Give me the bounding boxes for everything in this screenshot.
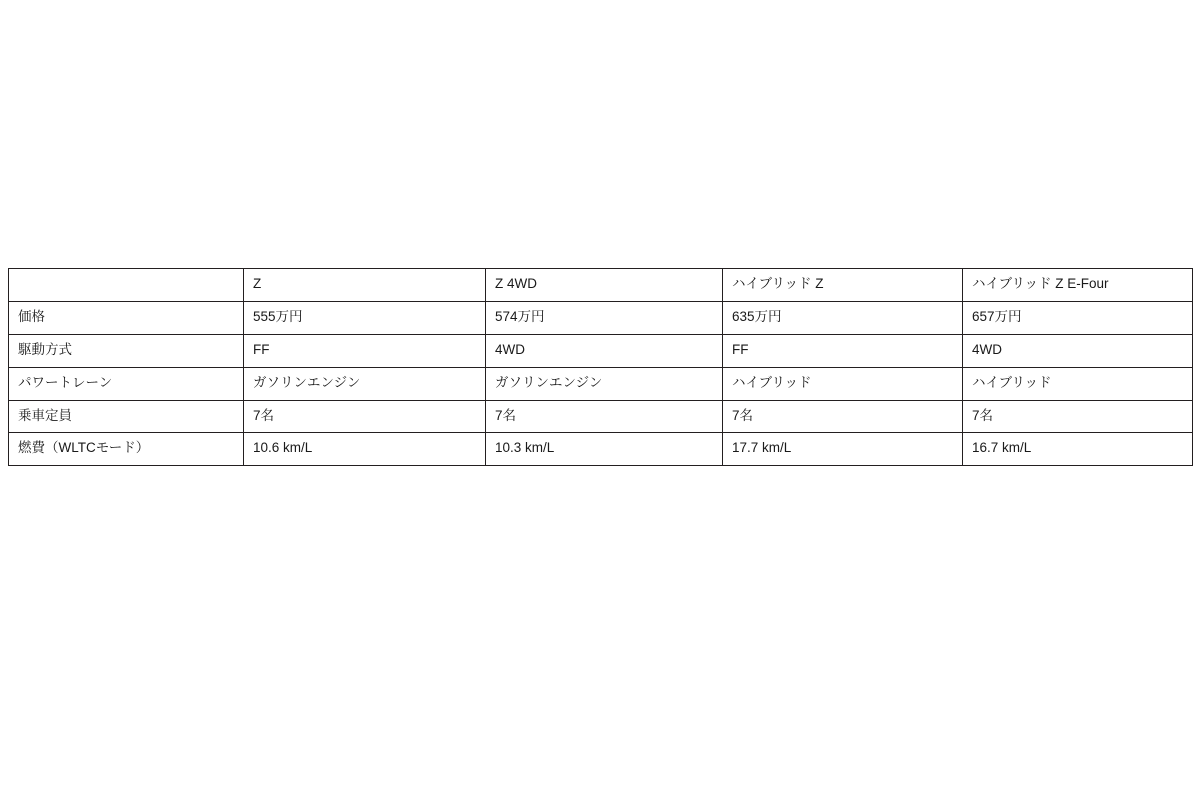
- table-row: [9, 301, 1193, 334]
- table-header: [9, 269, 1193, 302]
- row-label-fuel-economy: 燃費（WLTCモード）: [9, 433, 244, 466]
- cell-price-hybrid-z-efour: 657万円: [963, 301, 1193, 334]
- table-row: [9, 334, 1193, 367]
- cell-powertrain-z: ガソリンエンジン: [244, 367, 486, 400]
- row-label-powertrain: パワートレーン: [9, 367, 244, 400]
- cell-fuel-economy-hybrid-z: 17.7 km/L: [723, 433, 963, 466]
- cell-powertrain-hybrid-z-efour: ハイブリッド: [963, 367, 1193, 400]
- cell-powertrain-hybrid-z: ハイブリッド: [723, 367, 963, 400]
- column-header-z-4wd: Z 4WD: [486, 269, 723, 302]
- cell-drivetrain-z-4wd: 4WD: [486, 334, 723, 367]
- cell-drivetrain-hybrid-z-efour: 4WD: [963, 334, 1193, 367]
- column-header-hybrid-z-efour: ハイブリッド Z E-Four: [963, 269, 1193, 302]
- table-row: [9, 367, 1193, 400]
- table-corner-cell: [9, 269, 244, 302]
- column-header-z: Z: [244, 269, 486, 302]
- column-header-hybrid-z: ハイブリッド Z: [723, 269, 963, 302]
- cell-fuel-economy-hybrid-z-efour: 16.7 km/L: [963, 433, 1193, 466]
- cell-seating-hybrid-z-efour: 7名: [963, 400, 1193, 433]
- table-row: [9, 433, 1193, 466]
- table-body: [9, 301, 1193, 465]
- spec-table-container: [8, 268, 1192, 466]
- cell-price-hybrid-z: 635万円: [723, 301, 963, 334]
- cell-powertrain-z-4wd: ガソリンエンジン: [486, 367, 723, 400]
- cell-fuel-economy-z-4wd: 10.3 km/L: [486, 433, 723, 466]
- table-row: [9, 400, 1193, 433]
- table-header-row: [9, 269, 1193, 302]
- vehicle-spec-table: [8, 268, 1193, 466]
- cell-seating-hybrid-z: 7名: [723, 400, 963, 433]
- cell-drivetrain-hybrid-z: FF: [723, 334, 963, 367]
- cell-price-z: 555万円: [244, 301, 486, 334]
- row-label-drivetrain: 駆動方式: [9, 334, 244, 367]
- row-label-price: 価格: [9, 301, 244, 334]
- cell-fuel-economy-z: 10.6 km/L: [244, 433, 486, 466]
- row-label-seating-capacity: 乗車定員: [9, 400, 244, 433]
- cell-seating-z: 7名: [244, 400, 486, 433]
- cell-seating-z-4wd: 7名: [486, 400, 723, 433]
- cell-drivetrain-z: FF: [244, 334, 486, 367]
- cell-price-z-4wd: 574万円: [486, 301, 723, 334]
